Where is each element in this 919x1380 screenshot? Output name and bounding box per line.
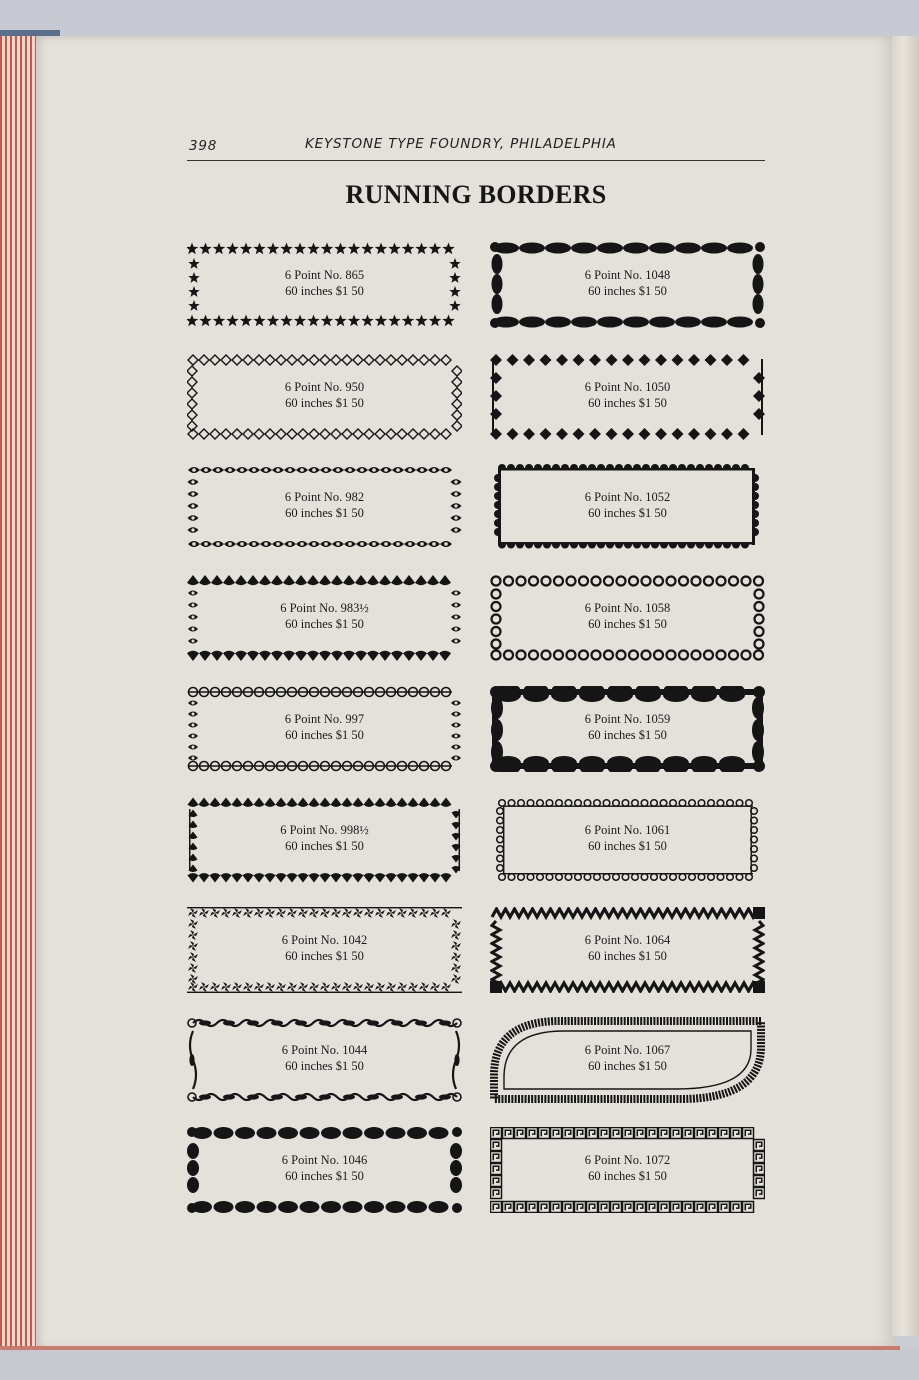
specimen-caption bbox=[187, 823, 462, 854]
border-specimen bbox=[187, 797, 462, 883]
specimen-number: 6 Point No. 1046 bbox=[281, 1153, 368, 1167]
specimen-caption bbox=[187, 268, 462, 299]
specimen-price: 60 inches $1 50 bbox=[588, 838, 667, 853]
specimen-price: 60 inches $1 50 bbox=[285, 283, 364, 298]
running-head bbox=[187, 136, 765, 161]
specimen-number: 6 Point No. 1044 bbox=[281, 1043, 368, 1057]
book-page bbox=[36, 36, 894, 1350]
specimen-price: 60 inches $1 50 bbox=[588, 283, 667, 298]
specimen-caption bbox=[490, 490, 765, 521]
border-specimen bbox=[187, 242, 462, 328]
specimen-caption bbox=[490, 1043, 765, 1074]
specimen-price: 60 inches $1 50 bbox=[285, 727, 364, 742]
specimen-number: 6 Point No. 1061 bbox=[584, 823, 671, 837]
specimen-caption bbox=[490, 1153, 765, 1184]
specimen-price: 60 inches $1 50 bbox=[285, 395, 364, 410]
specimen-price: 60 inches $1 50 bbox=[285, 838, 364, 853]
specimen-caption bbox=[187, 1043, 462, 1074]
specimen-number: 6 Point No. 1052 bbox=[584, 490, 671, 504]
page-edge-right bbox=[892, 36, 919, 1336]
specimen-number: 6 Point No. 997 bbox=[284, 712, 365, 726]
specimen-number: 6 Point No. 1072 bbox=[584, 1153, 671, 1167]
book-cover-bottom bbox=[0, 1350, 919, 1380]
border-specimen bbox=[187, 1017, 462, 1103]
specimen-number: 6 Point No. 1059 bbox=[584, 712, 671, 726]
border-specimen bbox=[187, 686, 462, 772]
specimen-caption bbox=[187, 490, 462, 521]
specimen-number: 6 Point No. 1067 bbox=[584, 1043, 671, 1057]
specimen-number: 6 Point No. 865 bbox=[284, 268, 365, 282]
specimen-number: 6 Point No. 1050 bbox=[584, 380, 671, 394]
border-specimen bbox=[187, 907, 462, 993]
border-specimen bbox=[490, 907, 765, 993]
border-specimen bbox=[187, 464, 462, 550]
specimen-number: 6 Point No. 1064 bbox=[584, 933, 671, 947]
specimen-price: 60 inches $1 50 bbox=[588, 616, 667, 631]
specimen-number: 6 Point No. 1048 bbox=[584, 268, 671, 282]
specimen-caption bbox=[187, 933, 462, 964]
specimen-caption bbox=[490, 823, 765, 854]
specimen-caption bbox=[490, 380, 765, 411]
specimen-price: 60 inches $1 50 bbox=[588, 395, 667, 410]
page-heading: RUNNING BORDERS bbox=[345, 180, 607, 209]
border-specimen bbox=[490, 464, 765, 550]
specimen-price: 60 inches $1 50 bbox=[588, 505, 667, 520]
border-specimen bbox=[187, 1127, 462, 1213]
specimen-number: 6 Point No. 1042 bbox=[281, 933, 368, 947]
specimen-caption bbox=[490, 712, 765, 743]
border-specimen bbox=[490, 686, 765, 772]
specimen-number: 6 Point No. 998½ bbox=[280, 823, 369, 837]
specimen-caption bbox=[187, 380, 462, 411]
specimen-price: 60 inches $1 50 bbox=[285, 948, 364, 963]
specimen-price: 60 inches $1 50 bbox=[588, 1168, 667, 1183]
specimen-caption bbox=[490, 268, 765, 299]
specimen-caption bbox=[187, 1153, 462, 1184]
specimen-caption bbox=[187, 601, 462, 632]
specimen-price: 60 inches $1 50 bbox=[285, 505, 364, 520]
specimen-price: 60 inches $1 50 bbox=[285, 1058, 364, 1073]
border-specimen bbox=[490, 797, 765, 883]
specimen-number: 6 Point No. 983½ bbox=[280, 601, 369, 615]
page-number: 398 bbox=[189, 138, 218, 154]
specimen-price: 60 inches $1 50 bbox=[588, 948, 667, 963]
specimen-price: 60 inches $1 50 bbox=[285, 616, 364, 631]
specimen-price: 60 inches $1 50 bbox=[588, 1058, 667, 1073]
border-specimen bbox=[490, 575, 765, 661]
border-specimen bbox=[490, 242, 765, 328]
running-title: KEYSTONE TYPE FOUNDRY, PHILADELPHIA bbox=[305, 136, 617, 152]
border-specimen bbox=[187, 575, 462, 661]
specimen-number: 6 Point No. 950 bbox=[284, 380, 365, 394]
border-specimen bbox=[187, 354, 462, 440]
page-edges-left bbox=[0, 36, 40, 1352]
specimen-caption bbox=[490, 933, 765, 964]
specimen-caption bbox=[187, 712, 462, 743]
specimen-number: 6 Point No. 1058 bbox=[584, 601, 671, 615]
specimen-caption bbox=[490, 601, 765, 632]
specimen-price: 60 inches $1 50 bbox=[285, 1168, 364, 1183]
border-specimen bbox=[490, 1017, 765, 1103]
specimen-number: 6 Point No. 982 bbox=[284, 490, 365, 504]
border-specimen bbox=[490, 354, 765, 440]
specimen-price: 60 inches $1 50 bbox=[588, 727, 667, 742]
border-specimen bbox=[490, 1127, 765, 1213]
book-cover-top bbox=[0, 0, 919, 40]
